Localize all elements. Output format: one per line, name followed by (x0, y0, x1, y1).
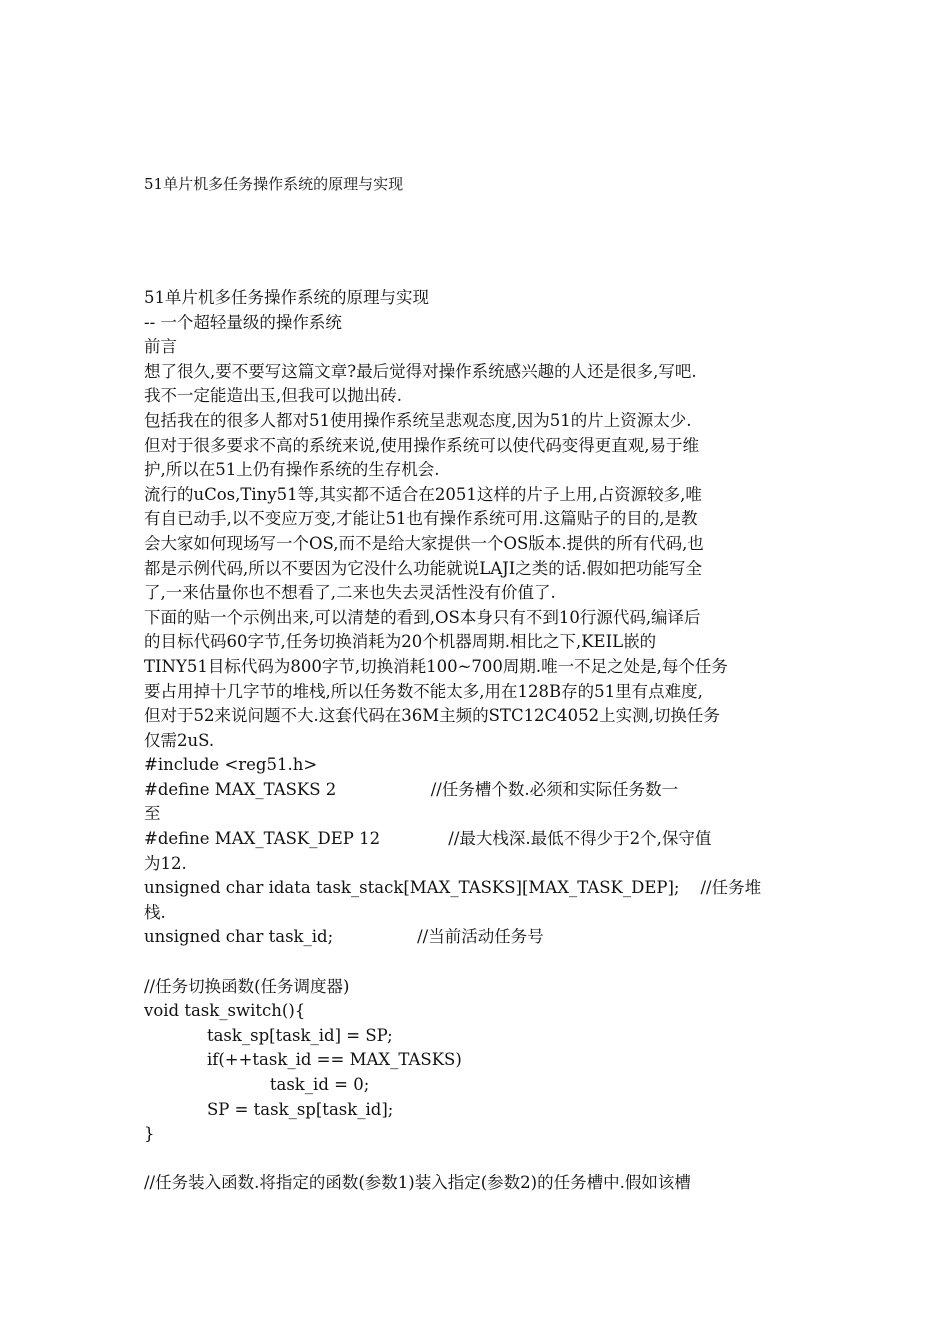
text-line: 要占用掉十几字节的堆栈,所以任务数不能太多,用在128B存的51里有点难度, (144, 681, 703, 701)
code-comment-line: //任务装入函数.将指定的函数(参数1)装入指定(参数2)的任务槽中.假如该槽 (144, 1173, 691, 1193)
code-line: 栈. (144, 902, 166, 922)
blank-line (144, 1147, 824, 1172)
code-line: void task_switch(){ (144, 1001, 306, 1021)
section-heading-preface: 前言 (144, 337, 177, 357)
document-body (144, 286, 824, 1196)
code-line: 至 (144, 804, 161, 824)
text-line: 但对于很多要求不高的系统来说,使用操作系统可以使代码变得更直观,易于维 (144, 435, 699, 455)
code-line: task_id = 0; (144, 1075, 370, 1094)
text-line: 但对于52来说问题不大.这套代码在36M主频的STC12C4052上实测,切换任务 (144, 706, 720, 726)
text-line: 我不一定能造出玉,但我可以抛出砖. (144, 386, 402, 406)
text-line: 都是示例代码,所以不要因为它没什么功能就说LAJI之类的话.假如把功能写全 (144, 558, 702, 578)
code-comment-line: //任务切换函数(任务调度器) (144, 976, 350, 996)
text-line: 下面的贴一个示例出来,可以清楚的看到,OS本身只有不到10行源代码,编译后 (144, 607, 701, 627)
text-line: 有自已动手,以不变应万变,才能让51也有操作系统可用.这篇贴子的目的,是教 (144, 509, 698, 529)
code-line: if(++task_id == MAX_TASKS) (144, 1050, 462, 1070)
blank-line (144, 950, 824, 975)
text-line: TINY51目标代码为800字节,切换消耗100~700周期.唯一不足之处是,每个任务 (144, 656, 728, 676)
code-line: task_sp[task_id] = SP; (144, 1025, 393, 1045)
text-line: 护,所以在51上仍有操作系统的生存机会. (144, 460, 440, 480)
article-subtitle: -- 一个超轻量级的操作系统 (144, 312, 342, 332)
code-line: #define MAX_TASK_DEP 12 //最大栈深.最低不得少于2个,保守值 (144, 829, 712, 849)
code-line: 为12. (144, 853, 187, 873)
text-line: 的目标代码60字节,任务切换消耗为20个机器周期.相比之下,KEIL嵌的 (144, 632, 657, 652)
code-line: unsigned char idata task_stack[MAX_TASKS][MAX_TASK_DEP]; //任务堆 (144, 878, 762, 898)
text-line: 流行的uCos,Tiny51等,其实都不适合在2051这样的片子上用,占资源较多,唯 (144, 484, 702, 504)
code-line: unsigned char task_id; //当前活动任务号 (144, 927, 544, 947)
code-line: } (144, 1124, 155, 1144)
page-header-title: 51单片机多任务操作系统的原理与实现 (144, 175, 404, 193)
text-line: 仅需2uS. (144, 730, 215, 750)
text-line: 会大家如何现场写一个OS,而不是给大家提供一个OS版本.提供的所有代码,也 (144, 533, 704, 553)
text-line: 想了很久,要不要写这篇文章?最后觉得对操作系统感兴趣的人还是很多,写吧. (144, 361, 697, 381)
code-line: #include <reg51.h> (144, 755, 318, 775)
code-line: SP = task_sp[task_id]; (144, 1099, 394, 1119)
article-title: 51单片机多任务操作系统的原理与实现 (144, 288, 429, 307)
text-line: 了,一来估量你也不想看了,二来也失去灵活性没有价值了. (144, 583, 556, 603)
code-line: #define MAX_TASKS 2 //任务槽个数.必须和实际任务数一 (144, 779, 679, 799)
text-line: 包括我在的很多人都对51使用操作系统呈悲观态度,因为51的片上资源太少. (144, 410, 692, 430)
